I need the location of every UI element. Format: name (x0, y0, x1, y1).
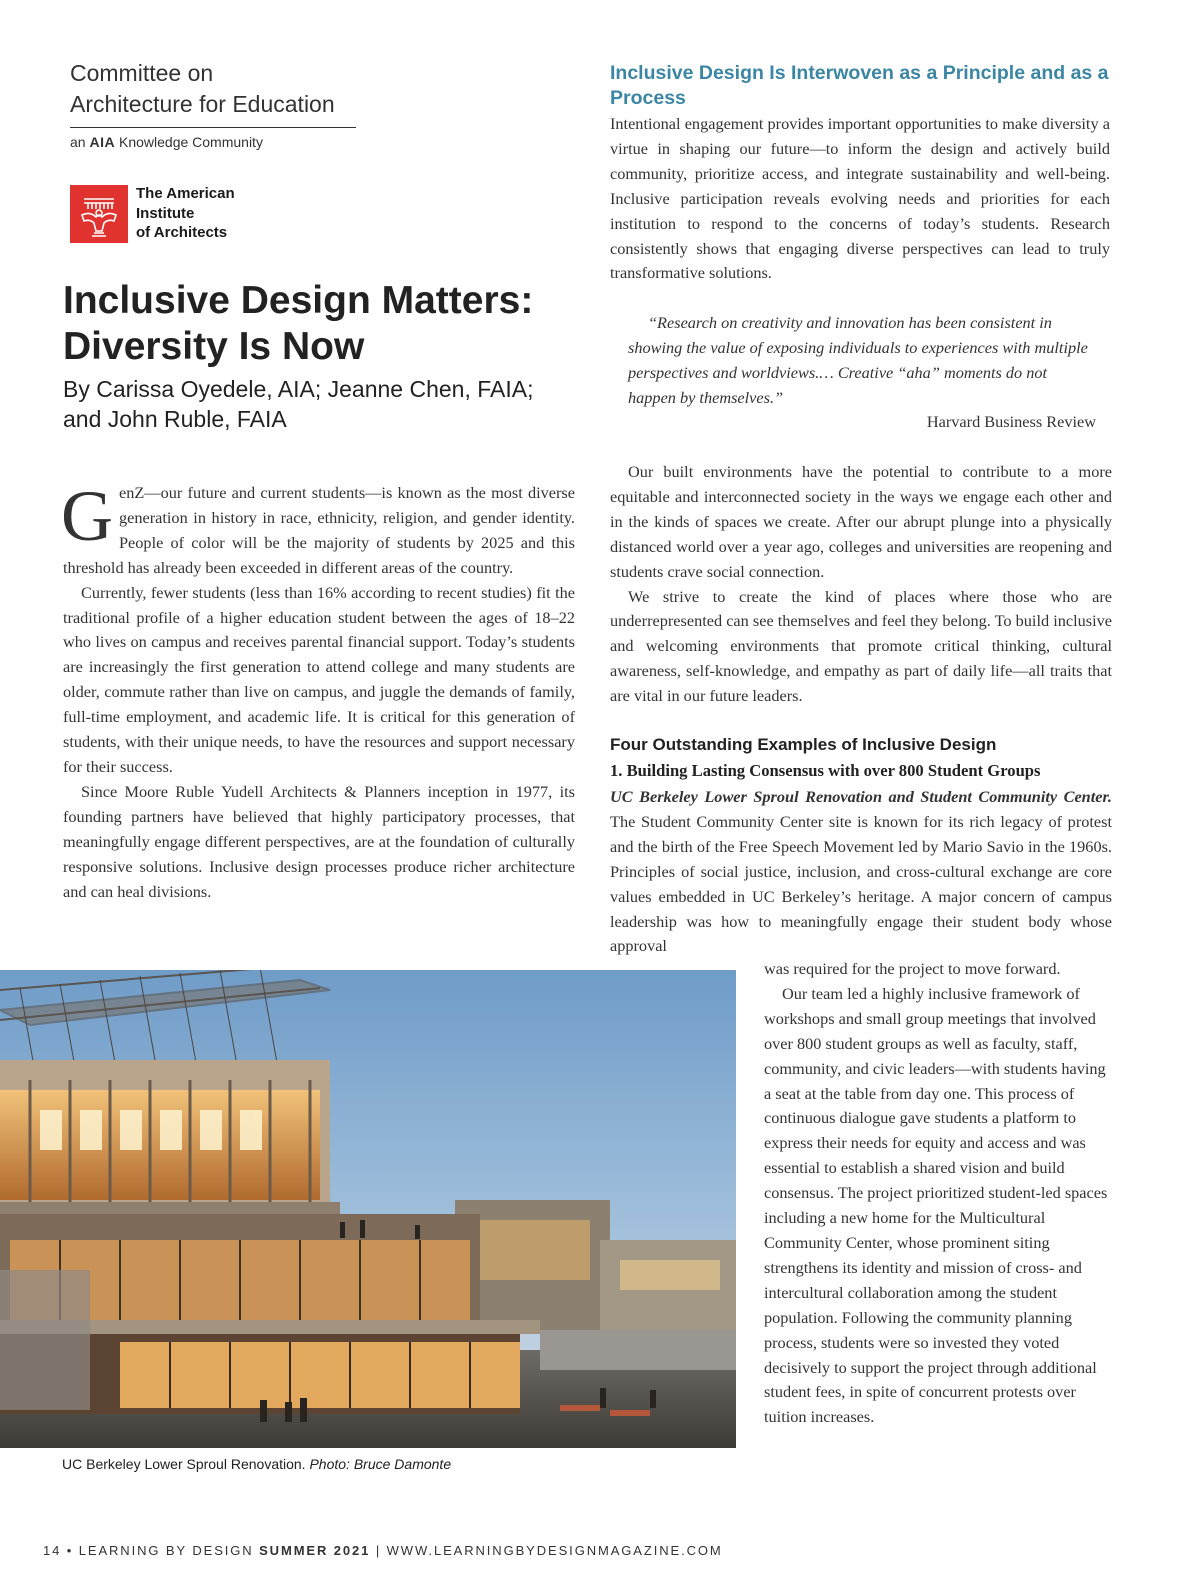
drop-cap: G (61, 476, 113, 556)
separator: | (375, 1543, 382, 1558)
example1-heading: 1. Building Lasting Consensus with over 800 Student Groups (610, 761, 1041, 780)
magazine-name: LEARNING BY DESIGN (78, 1543, 254, 1558)
aia-eagle-logo-icon (70, 185, 128, 243)
aia-line1: The American (136, 185, 235, 202)
knowledge-brand: AIA (89, 134, 116, 150)
committee-title (70, 58, 370, 120)
paragraph (610, 785, 1112, 959)
article-title (63, 278, 583, 370)
pull-quote: “Research on creativity and innovation has been consistent in showing the value of exposing individuals to experiences with multiple perspectives and worldviews.… Creative “aha” moments do not happen by themselves.” (628, 313, 1088, 407)
committee-line2: Architecture for Education (70, 91, 335, 117)
bullet: • (66, 1543, 74, 1558)
byline (63, 374, 603, 434)
issue-label: SUMMER 2021 (259, 1543, 371, 1558)
left-column-body (61, 476, 575, 904)
examples-heading: Four Outstanding Examples of Inclusive Design (610, 735, 997, 754)
byline-line2: and John Ruble, FAIA (63, 406, 287, 432)
paragraph: Currently, fewer students (less than 16% according to recent studies) fit the traditional profile of a higher education student between the ages of 18–22 who lives on campus and receives parental financial support. Today’s students are increasingly the first generation to attend college and many students are older, commute rather than live on campus, and juggle the demands of family, full-time employment, and academic life. It is critical for this generation of students, with their unique needs, to have the resources and support necessary for their success. (63, 582, 575, 776)
interwoven-body (610, 112, 1110, 286)
knowledge-prefix: an (70, 134, 86, 150)
example1-continued (764, 957, 1112, 1430)
paragraph: Since Moore Ruble Yudell Architects & Planners inception in 1977, its founding partners have believed that highly participatory processes, that meaningfully engage different perspectives, are at the foundation of culturally responsive solutions. Inclusive design processes produce richer architecture and can heal divisions. (63, 781, 575, 901)
project-name: UC Berkeley Lower Sproul Renovation and Student Community Center. (610, 787, 1112, 806)
aia-line2: Institute (136, 204, 195, 222)
example1-body (610, 785, 1112, 959)
intro-paragraph (61, 476, 575, 581)
page-footer (43, 1543, 723, 1558)
paragraph: Our built environments have the potential to contribute to a more equitable and interconnected society in the ways we engage each other and in the kinds of spaces we create. After our abrupt plunge into a physically distanced world over a year ago, colleges and universities are reopening and students crave social connection. (610, 462, 1112, 581)
paragraph: Intentional engagement provides important opportunities to make diversity a virtue in shaping our future—to inform the design and actively build community, prioritize access, and integrate sustainability and well-being. Inclusive participation reveals evolving needs and priorities for each institution to respond to the concerns of today’s students. Research consistently shows that engaging diverse perspectives can lead to truly transformative solutions. (610, 114, 1110, 283)
section-heading-interwoven: Inclusive Design Is Interwoven as a Principle and as a Process (610, 62, 1109, 109)
knowledge-suffix: Knowledge Community (118, 134, 263, 150)
paragraph: We strive to create the kind of places where those who are underrepresented can see themselves and feel they belong. To build inclusive and welcoming environments that promote critical thinking, cultural awareness, self-knowledge, and empathy as part of daily life—all traits that are vital in our future leaders. (610, 586, 1112, 706)
paragraph: Our team led a highly inclusive framework of workshops and small group meetings that involved over 800 student groups as well as faculty, staff, community, and civic leaders—with students having a seat at the table from day one. This process of continuous dialogue gave students a platform to express their needs for equity and access and was essential to establish a shared vision and build consensus. The project prioritized student-led spaces including a new home for the Multicultural Community Center, whose prominent siting strengthens its identity and mission of cross- and intercultural collaboration among the student population. Following the community planning process, students were so invested they voted decisively to support the project through additional student fees, in spite of concurrent protests over tuition increases. (764, 983, 1108, 1427)
title-line2: Diversity Is Now (63, 325, 365, 368)
quote-source: Harvard Business Review (926, 412, 1096, 431)
paragraph: was required for the project to move forward. (764, 959, 1061, 978)
page-number: 14 (43, 1543, 62, 1558)
photo-caption (62, 1456, 451, 1472)
aia-line3: of Architects (136, 224, 228, 241)
magazine-url[interactable]: WWW.LEARNINGBYDESIGNMAGAZINE.COM (386, 1543, 723, 1558)
building-photo (0, 970, 736, 1448)
knowledge-community-label (70, 134, 263, 150)
photo-credit: Photo: Bruce Damonte (309, 1456, 452, 1472)
paragraph-text: The Student Community Center site is known for its rich legacy of protest and the birth of the Free Speech Movement led by Mario Savio in the 1960s. Principles of social justice, inclusion, and cross-cultural exchange are core values embedded in UC Berkeley’s heritage. A major concern of campus leadership was how to meaningfully engage their student body whose approval (610, 811, 1112, 956)
byline-line1: By Carissa Oyedele, AIA; Jeanne Chen, FAIA; (63, 376, 534, 402)
paragraph-text: enZ—our future and current students—is known as the most diverse generation in history in race, ethnicity, religion, and gender identity. People of color will be the majority of students by 2025 and this threshold has already been exceeded in different areas of the country. (63, 483, 575, 577)
caption-text: UC Berkeley Lower Sproul Renovation. (62, 1456, 306, 1472)
committee-line1: Committee on (70, 60, 214, 86)
right-column-body (610, 460, 1112, 709)
divider (70, 127, 356, 128)
title-line1: Inclusive Design Matters: (63, 279, 534, 322)
aia-organization-name (136, 184, 235, 243)
